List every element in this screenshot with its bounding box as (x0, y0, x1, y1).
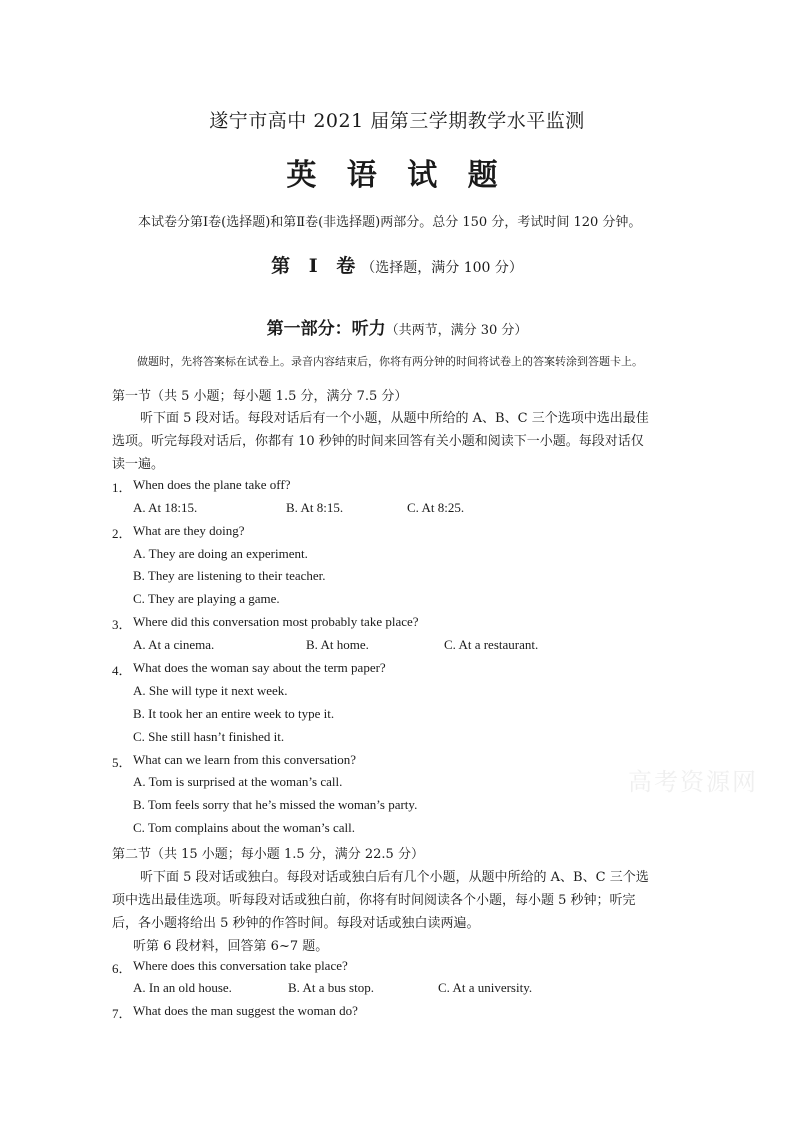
section1-directions-line: 听下面 5 段对话。每段对话后有一个小题，从题中所给的 A、B、C 三个选项中选出最佳 (140, 411, 649, 426)
exam-title: 遂宁市高中 2021 届第三学期教学水平监测 (209, 110, 585, 132)
part-note: （共两节，满分 30 分） (385, 323, 528, 338)
question-number: 7． (112, 1006, 132, 1021)
option-b: B. They are listening to their teacher. (133, 568, 326, 583)
option-b: B. Tom feels sorry that he’s missed the woman’s party. (133, 797, 418, 812)
exam-intro: 本试卷分第Ⅰ卷(选择题)和第Ⅱ卷(非选择题)两部分。总分 150 分，考试时间 120 分钟。 (138, 215, 642, 230)
option-a: A. In an old house. (133, 980, 232, 995)
question-number: 1． (112, 480, 132, 495)
section1-directions-line: 读一遍。 (112, 457, 165, 472)
question-text: Where does this conversation take place? (133, 958, 348, 973)
section1-directions-line: 选项。听完每段对话后，你都有 10 秒钟的时间来回答有关小题和阅读下一小题。每段对话仅 (112, 434, 644, 449)
question-text: When does the plane take off? (133, 477, 291, 492)
option-c: C. She still hasn’t finished it. (133, 729, 285, 744)
question-text: What can we learn from this conversation? (133, 752, 357, 767)
part-instruction: 做题时，先将答案标在试卷上。录音内容结束后，你将有两分钟的时间将试卷上的答案转涂到答题卡上。 (137, 355, 643, 368)
option-c: C. Tom complains about the woman’s call. (133, 820, 355, 835)
option-b: B. At 8:15. (286, 500, 344, 515)
option-b: B. At home. (306, 637, 369, 652)
section2-directions-line: 后，各小题将给出 5 秒钟的作答时间。每段对话或独白读两遍。 (112, 916, 480, 931)
option-a: A. She will type it next week. (133, 683, 288, 698)
option-c: C. At a university. (438, 980, 533, 995)
volume-note: （选择题，满分 100 分） (361, 260, 523, 276)
option-c: C. They are playing a game. (133, 591, 280, 606)
option-a: A. They are doing an experiment. (133, 546, 308, 561)
section2-directions-line: 听下面 5 段对话或独白。每段对话或独白后有几个小题，从题中所给的 A、B、C 三个选 (140, 870, 649, 885)
question-number: 5． (112, 755, 132, 770)
section2-heading: 第二节（共 15 小题；每小题 1.5 分，满分 22.5 分） (112, 847, 424, 862)
question-text: What does the man suggest the woman do? (133, 1003, 358, 1018)
section1-heading: 第一节（共 5 小题；每小题 1.5 分，满分 7.5 分） (112, 389, 408, 404)
question-text: Where did this conversation most probably take place? (133, 614, 419, 629)
volume-heading (0, 251, 794, 278)
question-number: 3． (112, 617, 132, 632)
part-title: 第一部分：听力 (266, 319, 386, 339)
question-text: What does the woman say about the term paper? (133, 660, 386, 675)
option-b: B. It took her an entire week to type it. (133, 706, 335, 721)
part-heading (0, 314, 794, 339)
option-a: A. Tom is surprised at the woman’s call. (133, 774, 343, 789)
option-a: A. At 18:15. (133, 500, 198, 515)
material-note: 听第 6 段材料，回答第 6~7 题。 (133, 939, 329, 954)
watermark: 高考资源网 (628, 768, 758, 796)
subject-title: 英 语 试 题 (286, 158, 508, 193)
option-b: B. At a bus stop. (288, 980, 374, 995)
option-c: C. At 8:25. (407, 500, 465, 515)
option-a: A. At a cinema. (133, 637, 215, 652)
section2-directions-line: 项中选出最佳选项。听每段对话或独白前，你将有时间阅读各个小题，每小题 5 秒钟；听完 (112, 893, 636, 908)
option-c: C. At a restaurant. (444, 637, 539, 652)
question-number: 2． (112, 526, 132, 541)
question-number: 4． (112, 663, 132, 678)
volume-label: 第 Ⅰ 卷 (271, 255, 362, 277)
question-number: 6． (112, 961, 132, 976)
question-text: What are they doing? (133, 523, 245, 538)
